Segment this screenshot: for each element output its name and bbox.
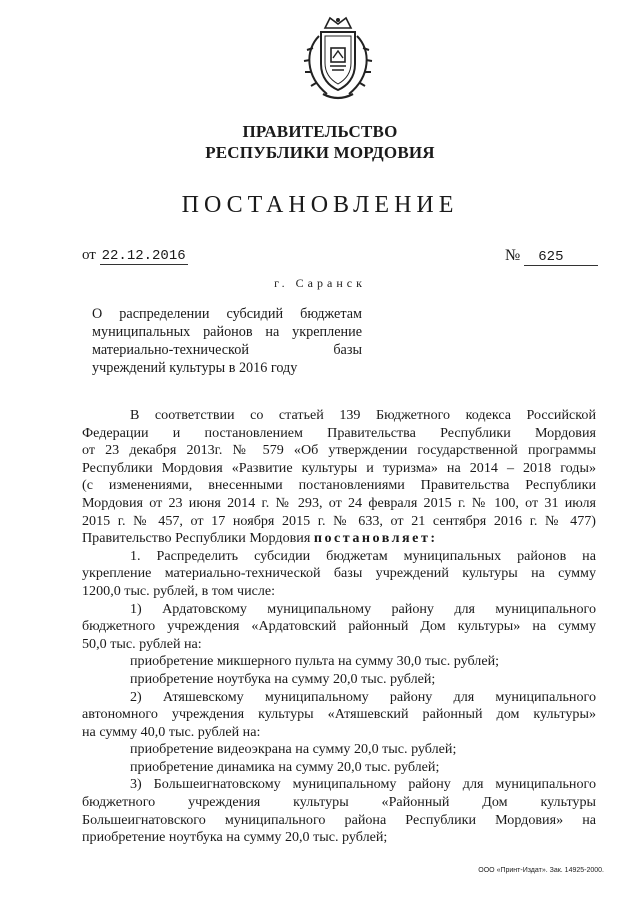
document-date	[82, 247, 188, 264]
subject-line: учреждений культуры в 2016 году	[92, 360, 298, 376]
body-line: 2015 г. № 457, от 17 ноября 2015 г. № 633, от 21 сентября 2016 г. № 477)	[82, 512, 596, 529]
body-line: от 23 декабря 2013г. № 579 «Об утверждении государственной программы	[82, 442, 596, 459]
body-line: Республики Мордовия «Развитие культуры и туризма» на 2014 – 2018 годы»	[82, 459, 596, 476]
body-line: (с изменениями, внесенными постановлениями Правительства Республики	[82, 477, 596, 494]
number-value: 625	[524, 249, 598, 266]
body-line: приобретение микшерного пульта на сумму 30,0 тыс. рублей;	[130, 653, 500, 670]
printer-footer: ООО «Принт-Издат». Зак. 14925-2000.	[478, 867, 604, 874]
coat-of-arms-icon	[297, 14, 379, 106]
subject-line: муниципальных районов на укрепление	[92, 324, 362, 340]
body-line: 1. Распределить субсидии бюджетам муниципальных районов на	[130, 547, 596, 564]
body-line: Большеигнатовского муниципального района Республики Мордовия» на	[82, 811, 596, 828]
document-number	[505, 247, 598, 266]
body-line: Федерации и постановлением Правительства Республики Мордовия	[82, 424, 596, 441]
document-body	[82, 407, 596, 847]
body-line: приобретение ноутбука на сумму 20,0 тыс. рублей;	[130, 670, 436, 687]
government-title: ПРАВИТЕЛЬСТВО	[242, 122, 398, 141]
body-line: приобретение видеоэкрана на сумму 20,0 тыс. рублей;	[130, 741, 457, 758]
document-type-title: ПОСТАНОВЛЕНИЕ	[181, 192, 459, 218]
city-line: г. Саранск	[274, 276, 366, 290]
subject-line	[92, 341, 362, 359]
body-line: 2) Атяшевскому муниципальному району для муниципального	[130, 688, 596, 705]
body-line: 50,0 тыс. рублей на:	[82, 635, 202, 652]
resolves-keyword: постановляет:	[313, 530, 438, 547]
number-label: №	[505, 247, 521, 264]
date-value: 22.12.2016	[101, 248, 186, 264]
document-subject	[92, 305, 362, 377]
body-line: бюджетного учреждения «Ардатовский районный Дом культуры» на сумму	[82, 618, 596, 635]
body-line: бюджетного учреждения культуры «Районный Дом культуры	[82, 794, 596, 811]
body-line: приобретение динамика на сумму 20,0 тыс. рублей;	[130, 758, 440, 775]
body-line: 1) Ардатовскому муниципальному району для муниципального	[130, 600, 596, 617]
subject-word: базы	[333, 342, 362, 358]
body-line	[82, 530, 596, 548]
subject-line: О распределении субсидий бюджетам	[92, 306, 362, 322]
body-line: автономного учреждения культуры «Атяшевский районный дом культуры»	[82, 706, 596, 723]
body-line: укрепление материально-технической базы учреждений культуры на сумму	[82, 565, 596, 582]
republic-title: РЕСПУБЛИКИ МОРДОВИЯ	[205, 143, 435, 162]
body-line: приобретение ноутбука на сумму 20,0 тыс. рублей;	[82, 829, 388, 846]
body-line: В соответствии со статьей 139 Бюджетного кодекса Российской	[130, 407, 596, 423]
body-line: Мордовия от 23 июня 2014 г. № 293, от 24 февраля 2015 г. № 100, от 31 июля	[82, 494, 596, 511]
date-label: от	[82, 247, 96, 263]
government-subject: Правительство Республики Мордовия	[82, 530, 311, 547]
body-line: на сумму 40,0 тыс. рублей на:	[82, 723, 261, 740]
subject-word: материально-технической	[92, 342, 249, 358]
body-line: 3) Большеигнатовскому муниципальному району для муниципального	[130, 776, 596, 793]
body-line: 1200,0 тыс. рублей, в том числе:	[82, 582, 276, 599]
